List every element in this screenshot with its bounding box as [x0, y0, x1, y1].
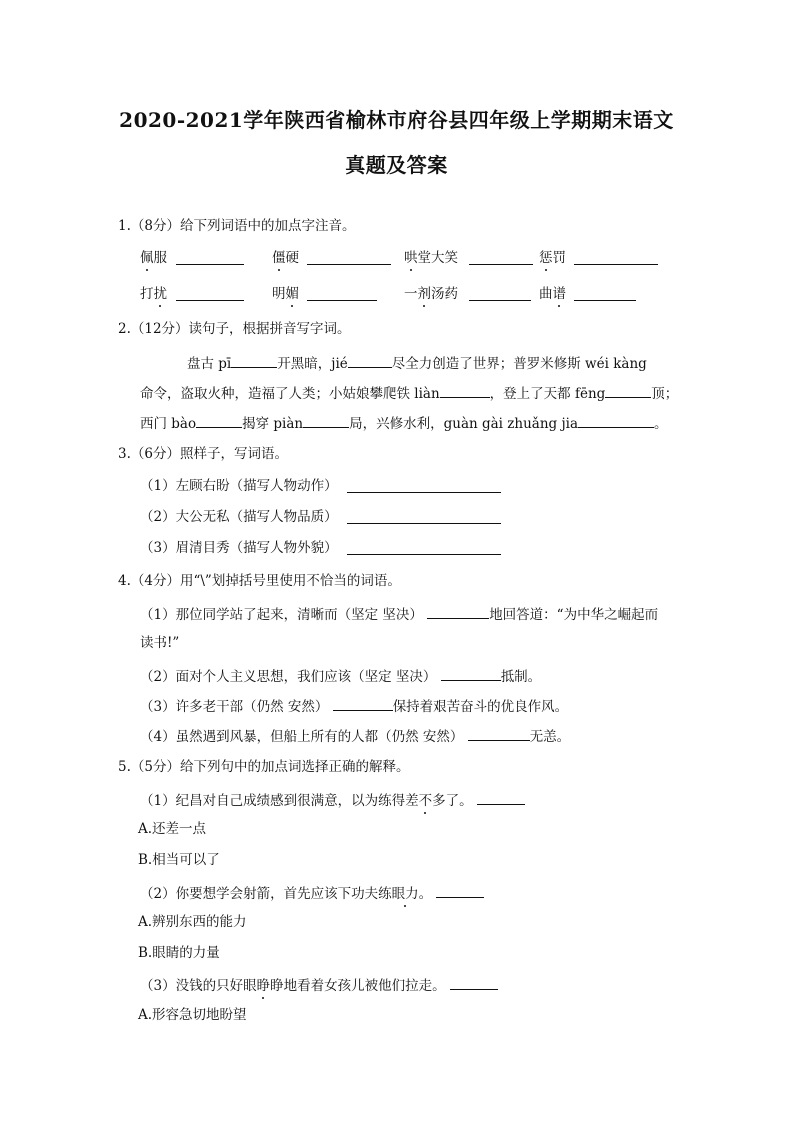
q5-sentence-3: （3）没钱的只好眼睁睁地看着女孩儿被他们拉走。 — [140, 974, 498, 995]
q4-stem: 4.（4分）用“\”划掉括号里使用不恰当的词语。 — [118, 573, 401, 589]
q4-item-1-cont: 读书!” — [140, 635, 180, 651]
q3-answer-3[interactable] — [347, 539, 501, 555]
q1-answer-3[interactable] — [469, 249, 533, 265]
q3-item-2: （2）大公无私（描写人物品质） — [140, 509, 338, 525]
q4-item-4: （4）虽然遇到风暴，但船上所有的人都（仍然 安然） 无恙。 — [140, 725, 570, 746]
q1-answer-5[interactable] — [176, 285, 244, 301]
q1-answer-8[interactable] — [574, 285, 636, 301]
q2-blank-lian[interactable] — [440, 382, 490, 398]
q4-item-3: （3）许多老干部（仍然 安然） 保持着艰苦奋斗的优良作风。 — [140, 695, 568, 716]
q3-stem: 3.（6分）照样子，写词语。 — [118, 446, 288, 462]
q1-answer-1[interactable] — [176, 249, 244, 265]
q1-stem: 1.（8分）给下列词语中的加点字注音。 — [118, 218, 356, 234]
q5-blank-2[interactable] — [436, 882, 484, 898]
q4-blank-1[interactable] — [427, 603, 489, 619]
q5-sentence-2: （2）你要想学会射箭，首先应该下功夫练眼力。 — [140, 882, 484, 903]
q1-word-6: 明媚 — [272, 286, 299, 302]
q5-option-1a: A.还差一点 — [138, 821, 207, 837]
q2-blank-jie[interactable] — [348, 352, 392, 368]
q5-stem: 5.（5分）给下列句中的加点词选择正确的解释。 — [118, 759, 410, 775]
q2-line-1: 盘古 pī 开黑暗，jié 尽全力创造了世界；普罗米修斯 wéi kàng — [187, 352, 647, 373]
q2-line-3: 西门 bào 揭穿 piàn 局，兴修水利，guàn gài zhuǎng jia 。 — [140, 412, 668, 433]
q2-blank-pi[interactable] — [231, 352, 277, 368]
q4-item-1: （1）那位同学站了起来，清晰而（坚定 坚决） 地回答道：“为中华之崛起而 — [140, 603, 658, 624]
q4-blank-2[interactable] — [441, 665, 501, 681]
q1-word-3: 哄堂大笑 — [404, 250, 458, 266]
q5-blank-1[interactable] — [477, 789, 525, 805]
q1-word-1: 佩服 — [140, 250, 167, 266]
q5-option-3a: A.形容急切地盼望 — [138, 1007, 247, 1023]
q1-answer-6[interactable] — [307, 285, 377, 301]
q1-answer-4[interactable] — [574, 249, 658, 265]
q5-blank-3[interactable] — [450, 974, 498, 990]
q2-blank-pian[interactable] — [303, 412, 349, 428]
doc-title-line1: 2020-2021学年陕西省榆林市府谷县四年级上学期期末语文 — [119, 108, 674, 132]
q3-answer-1[interactable] — [347, 477, 501, 493]
q4-item-2: （2）面对个人主义思想，我们应该（坚定 坚决） 抵制。 — [140, 665, 541, 686]
doc-title-line2: 真题及答案 — [345, 153, 448, 177]
q5-option-2b: B.眼睛的力量 — [138, 945, 220, 961]
q3-item-1: （1）左顾右盼（描写人物动作） — [140, 478, 338, 494]
q1-word-5: 打扰 — [140, 286, 167, 302]
q2-blank-feng[interactable] — [605, 382, 651, 398]
q1-answer-2[interactable] — [307, 249, 391, 265]
q5-option-1b: B.相当可以了 — [138, 852, 220, 868]
q1-word-2: 僵硬 — [272, 250, 299, 266]
q4-blank-4[interactable] — [468, 725, 530, 741]
q1-word-4: 惩罚 — [539, 250, 566, 266]
q2-blank-bao[interactable] — [196, 412, 242, 428]
q5-option-2a: A.辨别东西的能力 — [138, 914, 247, 930]
q2-line-2: 命令，盗取火种，造福了人类；小姑娘攀爬铁 liàn ，登上了天都 fēng 顶； — [140, 382, 678, 403]
q1-word-7: 一剂汤药 — [404, 286, 458, 302]
q3-answer-2[interactable] — [347, 508, 501, 524]
q1-word-8: 曲谱 — [539, 286, 566, 302]
q4-blank-3[interactable] — [333, 695, 393, 711]
q3-item-3: （3）眉清目秀（描写人物外貌） — [140, 540, 338, 556]
q1-answer-7[interactable] — [469, 285, 531, 301]
q5-sentence-1: （1）纪昌对自己成绩感到很满意，以为练得差不多了。 — [140, 789, 525, 810]
q2-blank-guangai[interactable] — [578, 412, 654, 428]
q2-stem: 2.（12分）读句子，根据拼音写字词。 — [118, 321, 351, 337]
